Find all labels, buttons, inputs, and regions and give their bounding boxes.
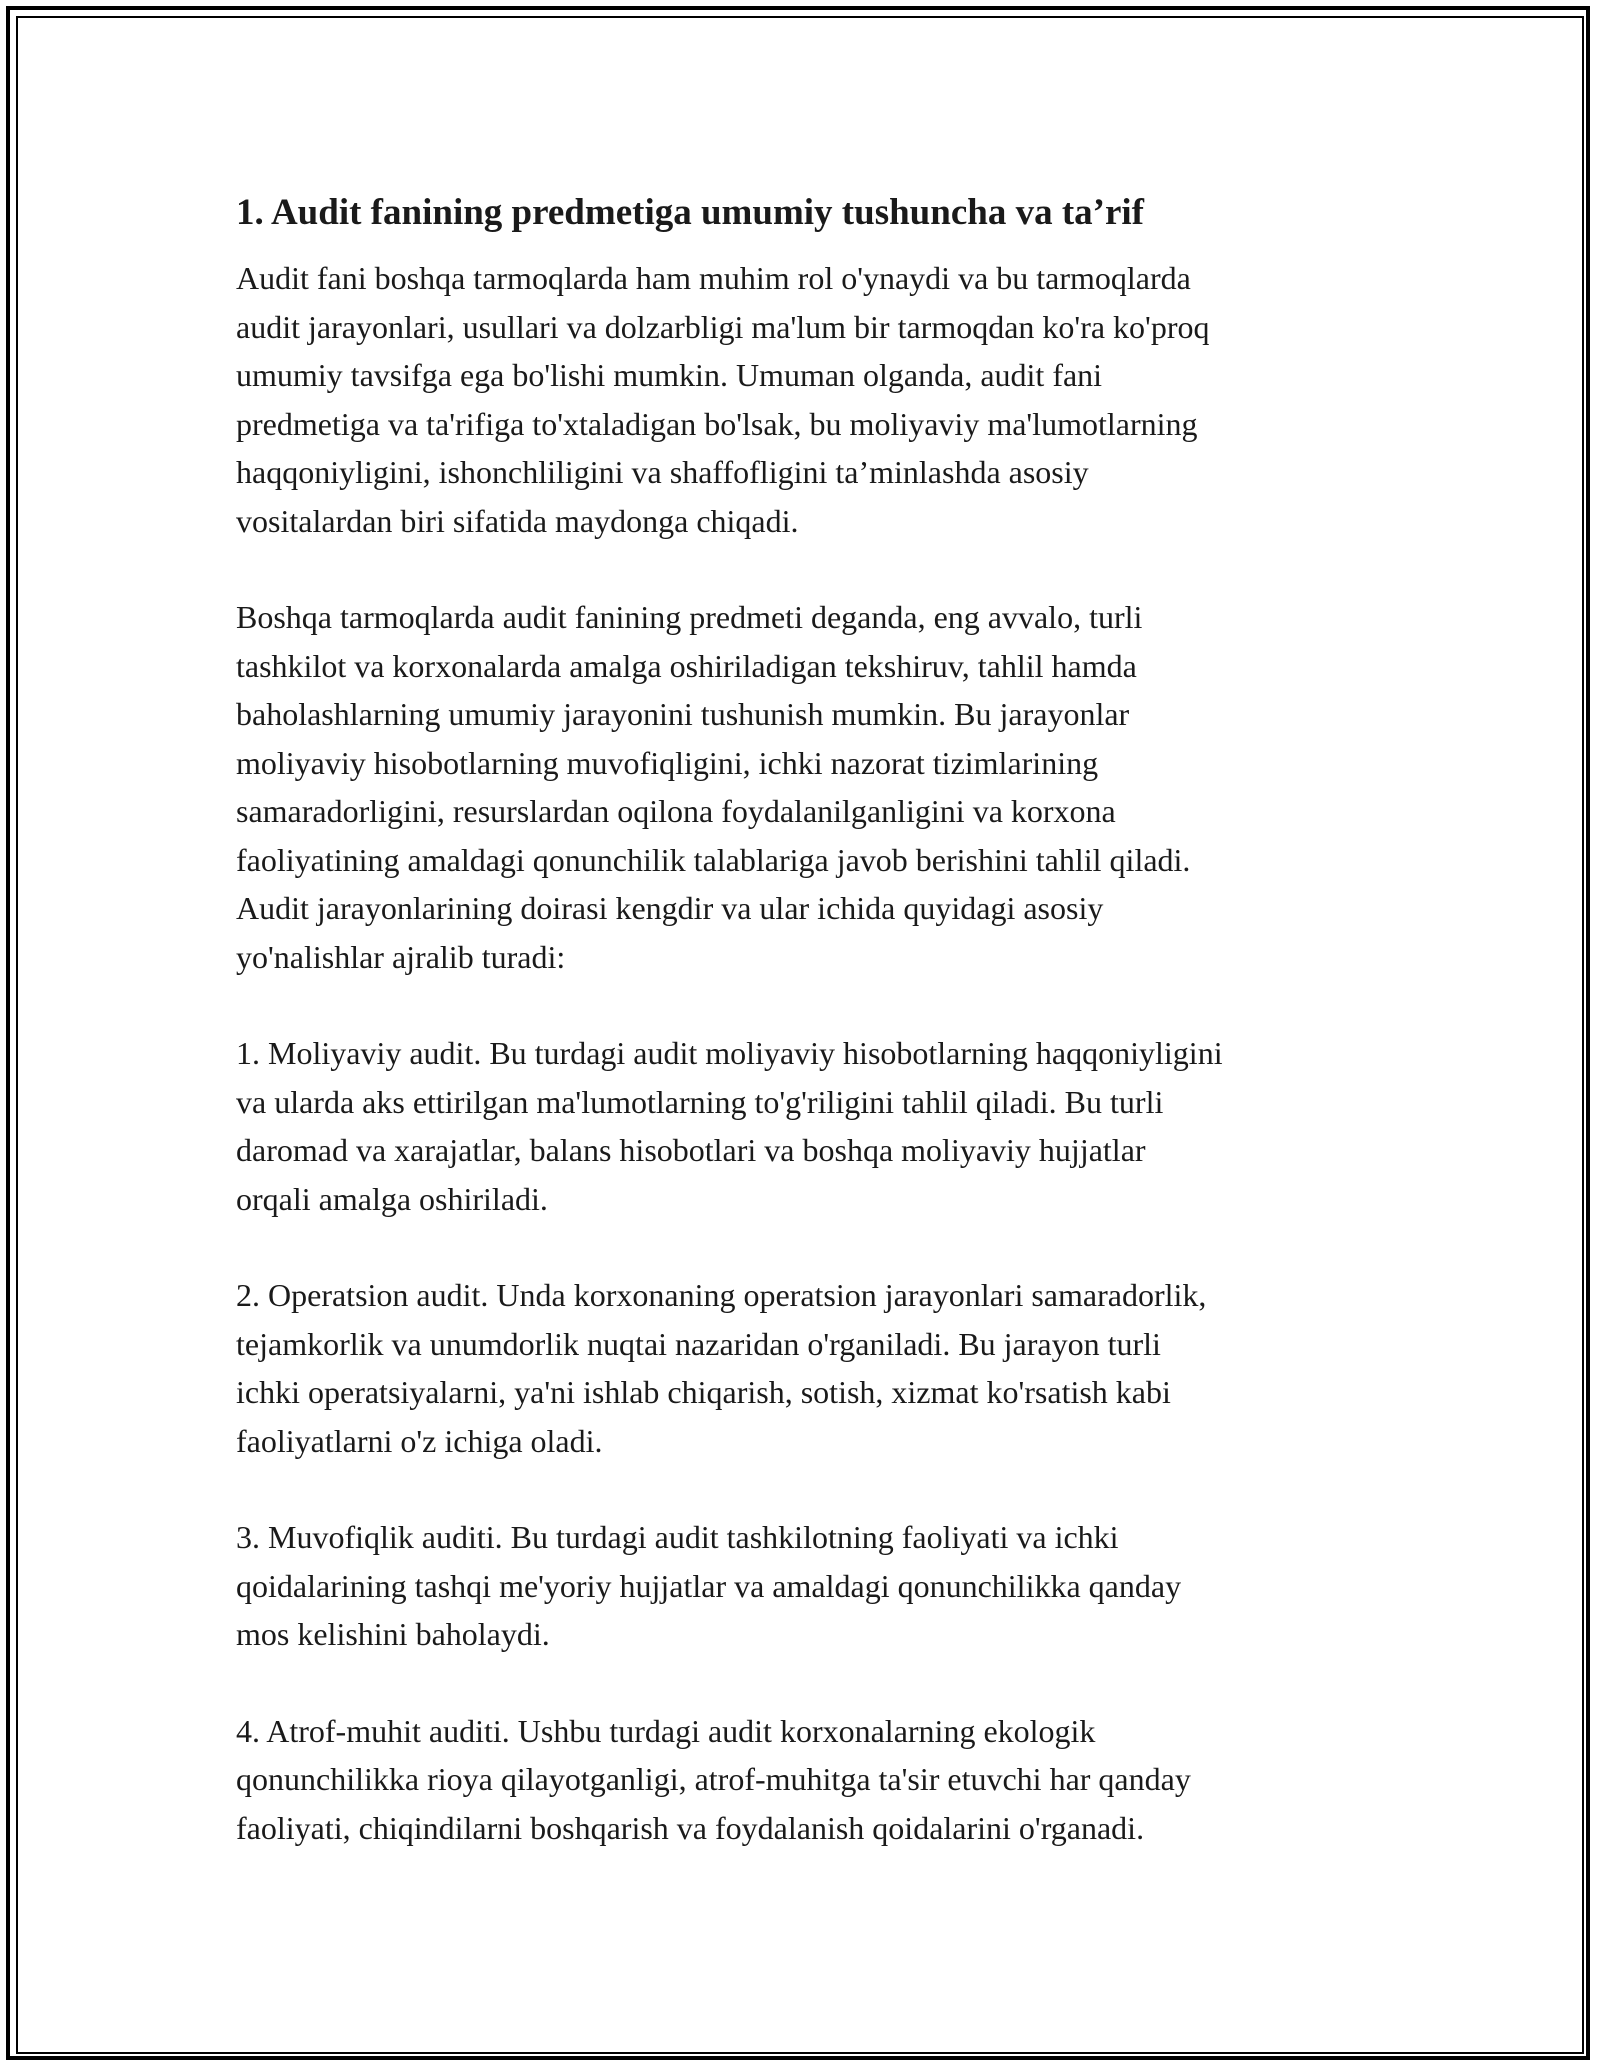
paragraph-line: faoliyati, chiqindilarni boshqarish va foydalanish qoidalarini o'rganadi. bbox=[236, 1809, 1145, 1846]
paragraph-line: 1. Moliyaviy audit. Bu turdagi audit moliyaviy hisobotlarning haqqoniyligini bbox=[236, 1035, 1223, 1071]
paragraph-line: ichki operatsiyalarni, ya'ni ishlab chiqarish, sotish, xizmat ko'rsatish kabi bbox=[236, 1374, 1171, 1410]
paragraph-line: audit jarayonlari, usullari va dolzarbligi ma'lum bir tarmoqdan ko'ra ko'proq bbox=[236, 308, 1210, 345]
paragraph-line: faoliyatlarni o'z ichiga oladi. bbox=[236, 1422, 603, 1459]
document-body bbox=[236, 254, 1396, 1852]
paragraph bbox=[236, 1029, 1396, 1223]
paragraph-line: yo'nalishlar ajralib turadi: bbox=[236, 938, 566, 975]
paragraph-line: va ularda aks ettirilgan ma'lumotlarning to'g'riligini tahlil qiladi. Bu turli bbox=[236, 1083, 1164, 1120]
paragraph-line: predmetiga va ta'rifiga to'xtaladigan bo'lsak, bu moliyaviy ma'lumotlarning bbox=[236, 405, 1198, 442]
paragraph-line: samaradorligini, resurslardan oqilona foydalanilganligini va korxona bbox=[236, 793, 1116, 829]
paragraph-line: 3. Muvofiqlik auditi. Bu turdagi audit tashkilotning faoliyati va ichki bbox=[236, 1519, 1119, 1555]
paragraph-line: 4. Atrof-muhit auditi. Ushbu turdagi audit korxonalarning ekologik bbox=[236, 1712, 1096, 1749]
paragraph-line: baholashlarning umumiy jarayonini tushunish mumkin. Bu jarayonlar bbox=[236, 696, 1130, 732]
paragraph-line: 2. Operatsion audit. Unda korxonaning operatsion jarayonlari samaradorlik, bbox=[236, 1277, 1207, 1313]
paragraph bbox=[236, 254, 1396, 545]
paragraph bbox=[236, 1707, 1396, 1853]
paragraph-line: haqqoniyligini, ishonchliligini va shaffofligini ta’minlashda asosiy bbox=[236, 454, 1089, 490]
document-page bbox=[236, 186, 1396, 1900]
paragraph-line: tejamkorlik va unumdorlik nuqtai nazaridan o'rganiladi. Bu jarayon turli bbox=[236, 1325, 1161, 1362]
section-title: 1. Audit fanining predmetiga umumiy tushuncha va ta’rif bbox=[236, 192, 1144, 233]
paragraph-line: qonunchilikka rioya qilayotganligi, atrof-muhitga ta'sir etuvchi har qanday bbox=[236, 1761, 1191, 1797]
paragraph bbox=[236, 1513, 1396, 1659]
paragraph-line: orqali amalga oshiriladi. bbox=[236, 1180, 548, 1217]
paragraph-line: umumiy tavsifga ega bo'lishi mumkin. Umuman olganda, audit fani bbox=[236, 357, 1103, 393]
paragraph-line: Boshqa tarmoqlarda audit fanining predmeti deganda, eng avvalo, turli bbox=[236, 599, 1143, 635]
paragraph-line: Audit jarayonlarining doirasi kengdir va ular ichida quyidagi asosiy bbox=[236, 890, 1104, 926]
paragraph-line: faoliyatining amaldagi qonunchilik talablariga javob berishini tahlil qiladi. bbox=[236, 841, 1191, 878]
paragraph-line: mos kelishini baholaydi. bbox=[236, 1616, 550, 1652]
paragraph-line: vositalardan biri sifatida maydonga chiqadi. bbox=[236, 502, 799, 539]
paragraph-line: tashkilot va korxonalarda amalga oshiriladigan tekshiruv, tahlil hamda bbox=[236, 647, 1137, 684]
paragraph bbox=[236, 1271, 1396, 1465]
paragraph-line: moliyaviy hisobotlarning muvofiqligini, ichki nazorat tizimlarining bbox=[236, 744, 1099, 781]
paragraph-line: qoidalarining tashqi me'yoriy hujjatlar va amaldagi qonunchilikka qanday bbox=[236, 1567, 1182, 1604]
paragraph-line: Audit fani boshqa tarmoqlarda ham muhim rol o'ynaydi va bu tarmoqlarda bbox=[236, 260, 1191, 296]
paragraph bbox=[236, 593, 1396, 981]
paragraph-line: daromad va xarajatlar, balans hisobotlari va boshqa moliyaviy hujjatlar bbox=[236, 1132, 1146, 1168]
